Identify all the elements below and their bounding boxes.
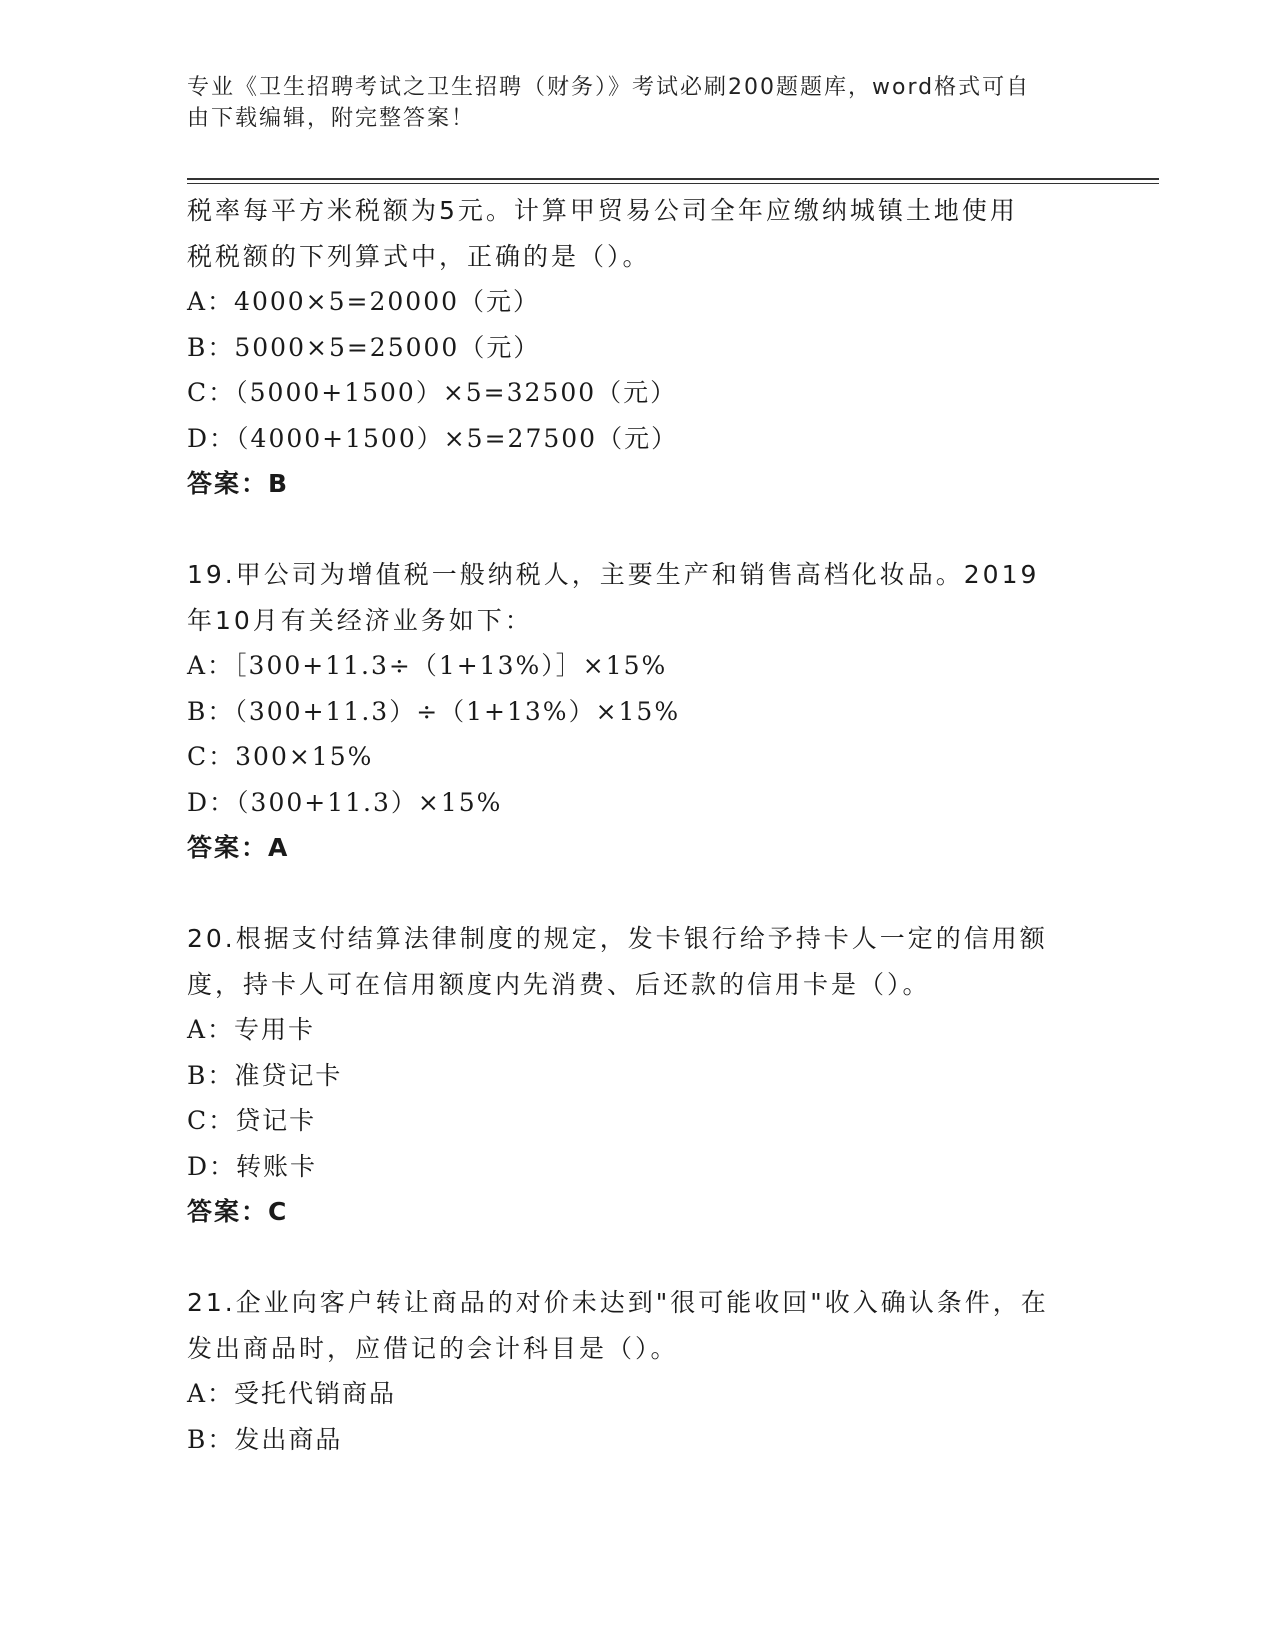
question-19 — [187, 552, 1087, 871]
spacer — [187, 507, 1087, 553]
answer: 答案：A — [187, 833, 290, 862]
header-line-2: 由下载编辑，附完整答案！ — [187, 106, 476, 131]
option-c: C：300×15% — [187, 742, 374, 771]
spacer — [187, 1235, 1087, 1281]
option-b: B：（300+11.3）÷（1+13%）×15% — [187, 696, 681, 726]
question-stem-line: 20.根据支付结算法律制度的规定，发卡银行给予持卡人一定的信用额 — [187, 924, 1048, 953]
question-stem-line: 21.企业向客户转让商品的对价未达到"很可能收回"收入确认条件，在 — [187, 1288, 1049, 1317]
question-20 — [187, 916, 1087, 1235]
answer: 答案：C — [187, 1197, 289, 1226]
header-rule-thin — [187, 183, 1159, 184]
document-body — [187, 188, 1087, 1462]
option-b: B：5000×5=25000（元） — [187, 332, 541, 362]
answer: 答案：B — [187, 469, 290, 498]
question-21 — [187, 1280, 1087, 1462]
option-a: A：［300+11.3÷（1+13%）］×15% — [187, 651, 668, 680]
option-c: C：贷记卡 — [187, 1106, 317, 1135]
option-d: D：转账卡 — [187, 1151, 318, 1181]
question-18 — [187, 188, 1087, 507]
option-d: D：（300+11.3）×15% — [187, 787, 503, 817]
option-c: C：（5000+1500）×5=32500（元） — [187, 378, 678, 407]
question-stem-line: 发出商品时，应借记的会计科目是（）。 — [187, 1333, 679, 1363]
option-b: B：发出商品 — [187, 1424, 343, 1454]
option-a: A：4000×5=20000（元） — [187, 287, 541, 316]
option-d: D：（4000+1500）×5=27500（元） — [187, 423, 679, 453]
question-stem-line: 度，持卡人可在信用额度内先消费、后还款的信用卡是（）。 — [187, 969, 931, 999]
option-a: A：专用卡 — [187, 1015, 316, 1044]
question-stem-line: 19.甲公司为增值税一般纳税人，主要生产和销售高档化妆品。2019 — [187, 560, 1040, 589]
question-stem-line: 税率每平方米税额为5元。计算甲贸易公司全年应缴纳城镇土地使用 — [187, 196, 1018, 225]
header-line-1: 专业《卫生招聘考试之卫生招聘（财务）》考试必刷200题题库，word格式可自 — [187, 75, 1031, 100]
header-rule — [187, 178, 1159, 180]
option-a: A：受托代销商品 — [187, 1379, 397, 1408]
option-b: B：准贷记卡 — [187, 1060, 343, 1090]
question-stem-line: 年10月有关经济业务如下： — [187, 605, 533, 635]
question-stem-line: 税税额的下列算式中，正确的是（）。 — [187, 241, 651, 271]
spacer — [187, 871, 1087, 917]
page-header — [187, 72, 1087, 134]
